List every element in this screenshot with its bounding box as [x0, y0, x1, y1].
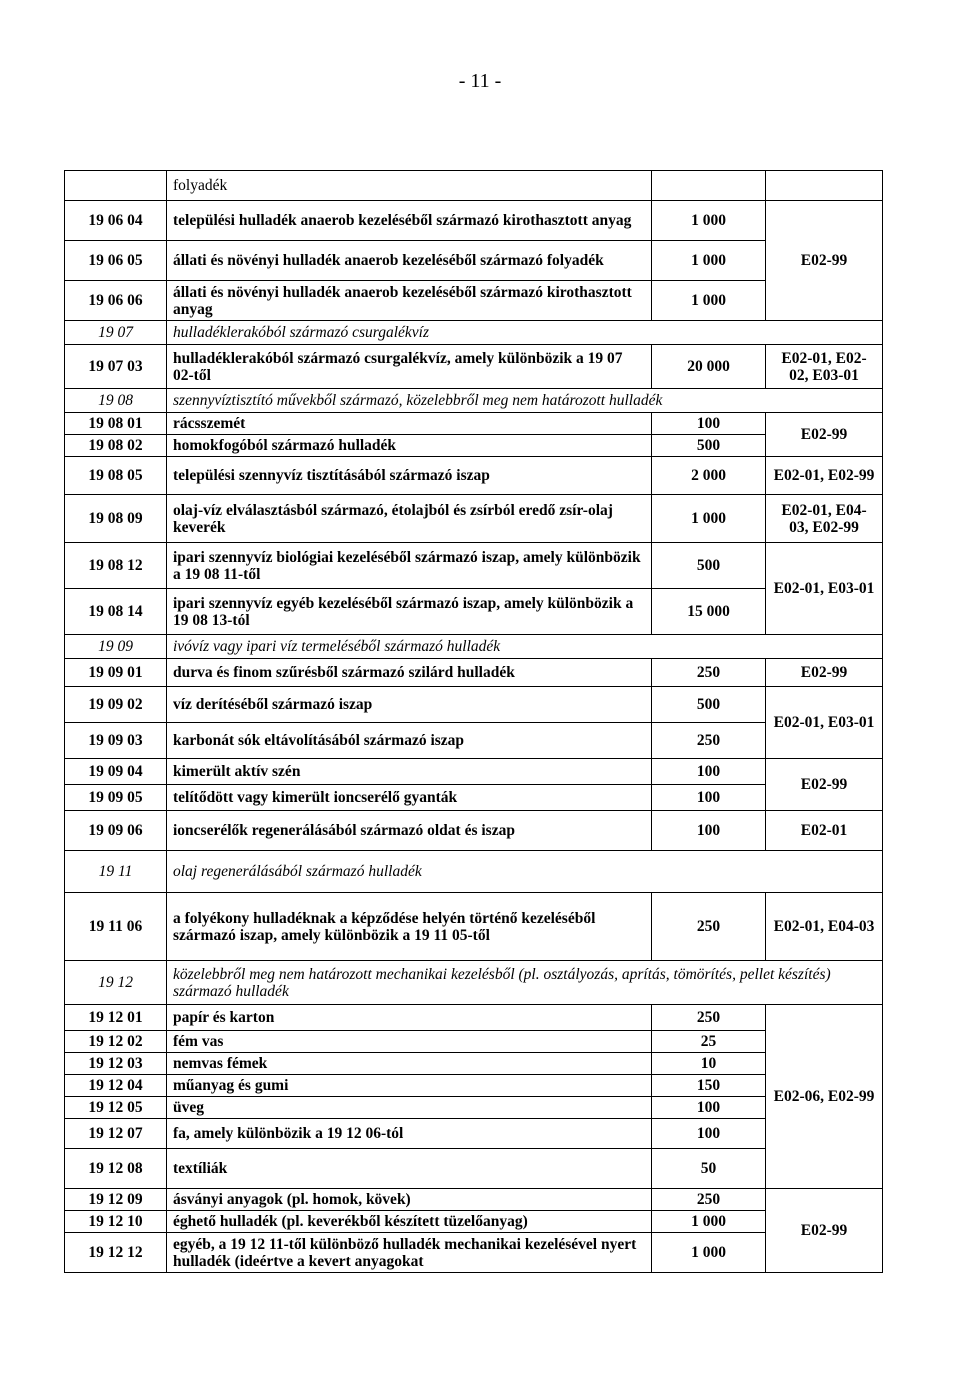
waste-description: folyadék	[167, 171, 652, 201]
table-row	[65, 1189, 883, 1211]
waste-class: E02-06, E02-99	[766, 1005, 883, 1189]
waste-code: 19 06 06	[65, 281, 167, 321]
waste-description: nemvas fémek	[167, 1053, 652, 1075]
waste-quantity: 250	[652, 659, 766, 687]
waste-group-title: olaj regenerálásából származó hulladék	[167, 851, 883, 893]
waste-code: 19 09 02	[65, 687, 167, 723]
waste-group-title: szennyvíztisztító művekből származó, közelebbről meg nem határozott hulladék	[167, 389, 883, 413]
table-row	[65, 811, 883, 851]
waste-description: ipari szennyvíz egyéb kezeléséből származó iszap, amely különbözik a 19 08 13-tól	[167, 589, 652, 635]
waste-group-code: 19 12	[65, 961, 167, 1005]
waste-quantity: 250	[652, 1005, 766, 1031]
waste-class: E02-01, E04-03, E02-99	[766, 495, 883, 543]
table-row	[65, 241, 883, 281]
waste-class	[766, 171, 883, 201]
table-row	[65, 635, 883, 659]
table-row	[65, 495, 883, 543]
waste-description: ioncserélők regenerálásából származó oldat és iszap	[167, 811, 652, 851]
table-row	[65, 201, 883, 241]
waste-description: a folyékony hulladéknak a képződése helyén történő kezeléséből származó iszap, amely különbözik a 19 11 05-től	[167, 893, 652, 961]
waste-class: E02-99	[766, 1189, 883, 1273]
waste-code: 19 09 06	[65, 811, 167, 851]
table-row	[65, 171, 883, 201]
table-row	[65, 321, 883, 345]
waste-class: E02-01, E04-03	[766, 893, 883, 961]
table-row	[65, 413, 883, 435]
waste-quantity: 1 000	[652, 495, 766, 543]
waste-group-code: 19 09	[65, 635, 167, 659]
table-row	[65, 893, 883, 961]
waste-group-code: 19 07	[65, 321, 167, 345]
waste-description: papír és karton	[167, 1005, 652, 1031]
table-row	[65, 1119, 883, 1149]
waste-quantity: 100	[652, 759, 766, 785]
waste-description: műanyag és gumi	[167, 1075, 652, 1097]
table-row	[65, 1031, 883, 1053]
waste-description: éghető hulladék (pl. keverékből készített tüzelőanyag)	[167, 1211, 652, 1233]
waste-code: 19 06 04	[65, 201, 167, 241]
waste-quantity: 150	[652, 1075, 766, 1097]
waste-description: fa, amely különbözik a 19 12 06-tól	[167, 1119, 652, 1149]
waste-code: 19 09 01	[65, 659, 167, 687]
table-row	[65, 589, 883, 635]
waste-class: E02-01, E02-02, E03-01	[766, 345, 883, 389]
waste-description: rácsszemét	[167, 413, 652, 435]
table-row	[65, 389, 883, 413]
waste-description: telítődött vagy kimerült ioncserélő gyanták	[167, 785, 652, 811]
waste-code: 19 12 03	[65, 1053, 167, 1075]
waste-code: 19 12 04	[65, 1075, 167, 1097]
waste-quantity: 100	[652, 811, 766, 851]
waste-group-title: közelebbről meg nem határozott mechanikai kezelésből (pl. osztályozás, aprítás, tömörítés, pellet készítés) származó hulladék	[167, 961, 883, 1005]
waste-description: állati és növényi hulladék anaerob kezeléséből származó kirothasztott anyag	[167, 281, 652, 321]
waste-code: 19 09 04	[65, 759, 167, 785]
waste-code: 19 12 08	[65, 1149, 167, 1189]
waste-code: 19 08 05	[65, 457, 167, 495]
waste-quantity: 250	[652, 893, 766, 961]
waste-table	[64, 170, 883, 1273]
waste-description: durva és finom szűrésből származó szilárd hulladék	[167, 659, 652, 687]
table-row	[65, 1005, 883, 1031]
waste-quantity: 100	[652, 1119, 766, 1149]
waste-description: karbonát sók eltávolításából származó iszap	[167, 723, 652, 759]
waste-code: 19 09 05	[65, 785, 167, 811]
table-row	[65, 961, 883, 1005]
table-row	[65, 1053, 883, 1075]
waste-quantity: 1 000	[652, 281, 766, 321]
table-row	[65, 543, 883, 589]
waste-quantity: 500	[652, 687, 766, 723]
table-row	[65, 1075, 883, 1097]
table-row	[65, 785, 883, 811]
waste-class: E02-01	[766, 811, 883, 851]
waste-code: 19 12 02	[65, 1031, 167, 1053]
waste-quantity: 100	[652, 1097, 766, 1119]
table-row	[65, 457, 883, 495]
waste-code: 19 08 02	[65, 435, 167, 457]
table-row	[65, 1149, 883, 1189]
waste-code: 19 12 05	[65, 1097, 167, 1119]
waste-description: textíliák	[167, 1149, 652, 1189]
waste-description: víz derítéséből származó iszap	[167, 687, 652, 723]
waste-class: E02-99	[766, 759, 883, 811]
waste-quantity: 10	[652, 1053, 766, 1075]
waste-class: E02-99	[766, 413, 883, 457]
waste-description: kimerült aktív szén	[167, 759, 652, 785]
waste-class: E02-99	[766, 201, 883, 321]
waste-quantity: 15 000	[652, 589, 766, 635]
waste-code: 19 06 05	[65, 241, 167, 281]
table-row	[65, 723, 883, 759]
table-row	[65, 345, 883, 389]
waste-description: olaj-víz elválasztásból származó, étolajból és zsírból eredő zsír-olaj keverék	[167, 495, 652, 543]
waste-code: 19 08 14	[65, 589, 167, 635]
waste-quantity: 500	[652, 543, 766, 589]
waste-quantity: 1 000	[652, 1211, 766, 1233]
waste-group-title: hulladéklerakóból származó csurgalékvíz	[167, 321, 883, 345]
waste-quantity: 25	[652, 1031, 766, 1053]
waste-code: 19 08 01	[65, 413, 167, 435]
waste-description: települési szennyvíz tisztításából származó iszap	[167, 457, 652, 495]
waste-description: települési hulladék anaerob kezeléséből származó kirothasztott anyag	[167, 201, 652, 241]
waste-quantity: 20 000	[652, 345, 766, 389]
table-row	[65, 281, 883, 321]
waste-code: 19 12 01	[65, 1005, 167, 1031]
waste-class: E02-01, E03-01	[766, 543, 883, 635]
table-row	[65, 851, 883, 893]
waste-code: 19 08 09	[65, 495, 167, 543]
table-row	[65, 1097, 883, 1119]
waste-group-title: ivóvíz vagy ipari víz termeléséből származó hulladék	[167, 635, 883, 659]
waste-description: egyéb, a 19 12 11-től különböző hulladék mechanikai kezelésével nyert hulladék (ideértve a kevert anyagokat	[167, 1233, 652, 1273]
waste-code: 19 07 03	[65, 345, 167, 389]
waste-quantity: 100	[652, 785, 766, 811]
waste-description: üveg	[167, 1097, 652, 1119]
waste-code: 19 12 07	[65, 1119, 167, 1149]
waste-code: 19 09 03	[65, 723, 167, 759]
waste-quantity: 500	[652, 435, 766, 457]
waste-quantity: 250	[652, 1189, 766, 1211]
waste-description: állati és növényi hulladék anaerob kezeléséből származó folyadék	[167, 241, 652, 281]
waste-code: 19 12 12	[65, 1233, 167, 1273]
waste-group-code: 19 08	[65, 389, 167, 413]
table-row	[65, 1233, 883, 1273]
waste-code	[65, 171, 167, 201]
waste-class: E02-99	[766, 659, 883, 687]
waste-class: E02-01, E03-01	[766, 687, 883, 759]
waste-description: ásványi anyagok (pl. homok, kövek)	[167, 1189, 652, 1211]
table-row	[65, 1211, 883, 1233]
waste-description: ipari szennyvíz biológiai kezeléséből származó iszap, amely különbözik a 19 08 11-től	[167, 543, 652, 589]
waste-description: homokfogóból származó hulladék	[167, 435, 652, 457]
waste-quantity: 50	[652, 1149, 766, 1189]
table-row	[65, 687, 883, 723]
waste-code: 19 11 06	[65, 893, 167, 961]
waste-quantity: 100	[652, 413, 766, 435]
waste-class: E02-01, E02-99	[766, 457, 883, 495]
table-row	[65, 759, 883, 785]
waste-description: fém vas	[167, 1031, 652, 1053]
waste-code: 19 12 10	[65, 1211, 167, 1233]
table-row	[65, 659, 883, 687]
waste-code: 19 12 09	[65, 1189, 167, 1211]
waste-code: 19 08 12	[65, 543, 167, 589]
waste-quantity: 1 000	[652, 241, 766, 281]
waste-quantity: 1 000	[652, 201, 766, 241]
waste-quantity: 1 000	[652, 1233, 766, 1273]
waste-group-code: 19 11	[65, 851, 167, 893]
waste-description: hulladéklerakóból származó csurgalékvíz, amely különbözik a 19 07 02-től	[167, 345, 652, 389]
page-number: - 11 -	[458, 70, 502, 92]
waste-quantity: 250	[652, 723, 766, 759]
table-row	[65, 435, 883, 457]
waste-quantity: 2 000	[652, 457, 766, 495]
waste-quantity	[652, 171, 766, 201]
